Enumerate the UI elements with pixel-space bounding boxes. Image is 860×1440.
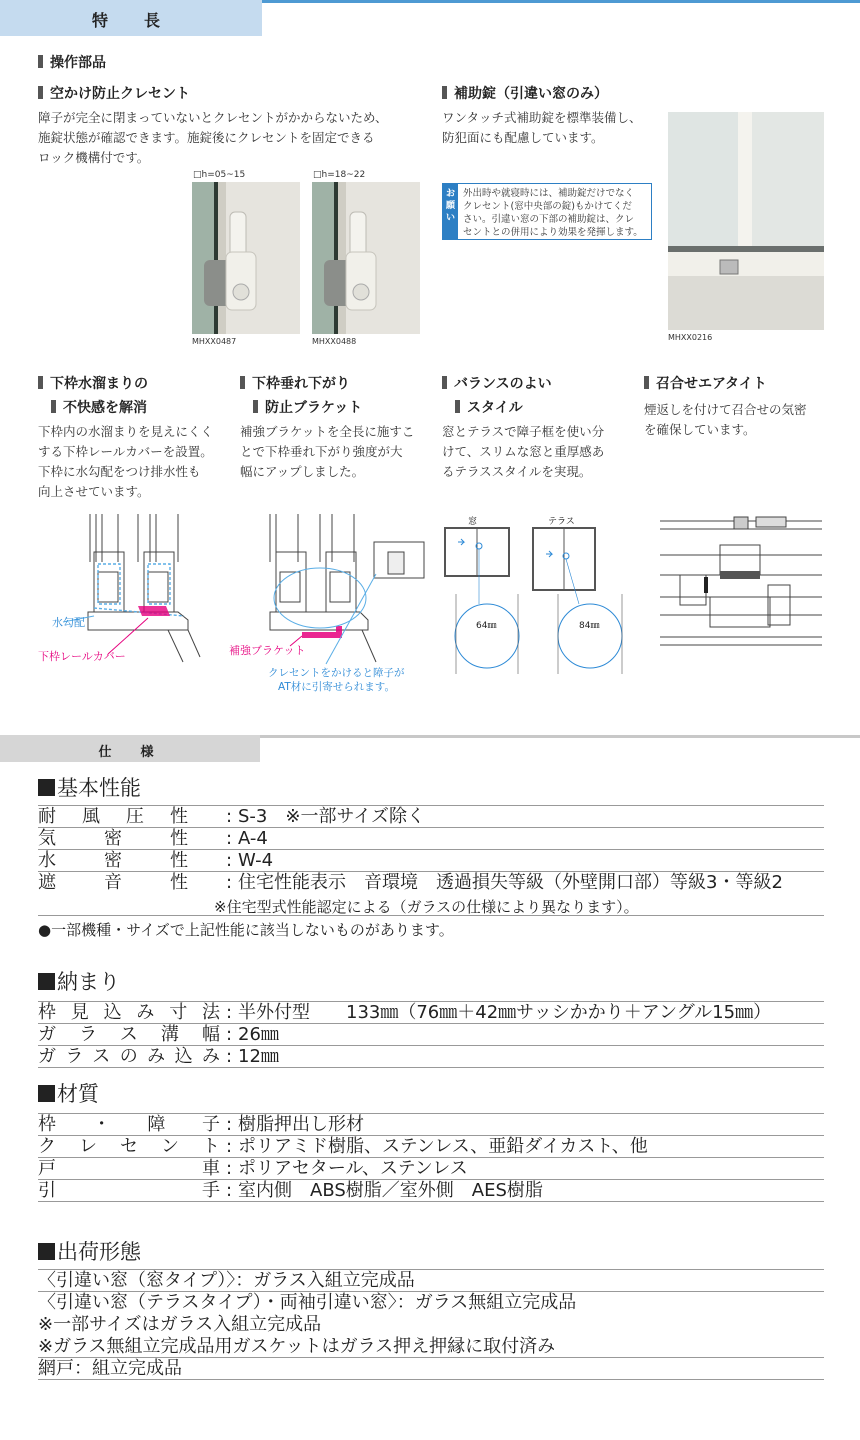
bracket-note: クレセントをかけると障子が AT材に引寄せられます。 [268,667,405,693]
photo1-label: □h=05~15 [193,170,246,180]
material-title: 材質 [38,1078,99,1108]
spec-row: クレセント : ポリアミド樹脂、ステンレス、亜鉛ダイカスト、他 [38,1136,824,1158]
basic-sub-note: ※住宅型式性能認定による（ガラスの仕様により異なります）。 [214,898,639,916]
bracket-diagram [240,512,430,692]
shipping-line: 〈引違い窓（テラスタイプ）・両袖引違い窓〉：ガラス無組立完成品 [38,1292,577,1313]
aux-lock-photo [668,112,824,330]
shipping-line: ※ガラス無組立完成品用ガスケットはガラス押え押縁に取付済み [38,1336,824,1358]
crescent-text: 障子が完全に閉まっていないとクレセントがかからないため、 施錠状態が確認できます。施錠後にクレセントを固定できる ロック機構付です。 [38,110,388,165]
balance-label-terrace: テラス [548,517,575,527]
shipping-line: 網戸：組立完成品 [38,1358,824,1380]
bracket-heading: 下枠垂れ下がり [240,373,350,393]
airtight-heading: 召合せエアタイト [644,373,767,393]
features-title: 特 長 [91,11,170,30]
balance-label-window: 窓 [468,517,478,527]
balance-heading-2: スタイル [442,397,523,417]
bracket-heading-2: 防止ブラケット [240,397,362,417]
aux-lock-text: ワンタッチ式補助錠を標準装備し、 防犯面にも配慮しています。 [442,110,642,145]
spec-header [0,735,860,762]
note-tag: お願い [443,184,458,239]
spec-row: 水密性 : W-4 [38,850,824,872]
water-text: 下枠内の水溜まりを見えにくく する下枠レールカバーを設置。 下枠に水勾配をつけ排水性も 向上させています。 [38,424,214,499]
spec-row: 枠・障子 : 樹脂押出し形材 [38,1114,824,1136]
bracket-text: 補強ブラケットを全長に施すこ とで下枠垂れ下がり強度が大 幅にアップしました。 [240,424,415,479]
crescent-photo-1 [192,182,300,334]
balance-dim-terrace: 84㎜ [579,621,600,631]
crescent-photo-2 [312,182,420,334]
photo2-label: □h=18~22 [313,170,366,180]
shipping-title: 出荷形態 [38,1236,141,1266]
aux-lock-note [442,183,652,240]
basic-footnote: ●一部機種・サイズで上記性能に該当しないものがあります。 [38,921,454,939]
water-heading: 下枠水溜まりの [38,373,148,393]
airtight-text: 煙返しを付けて召合せの気密 を確保しています。 [644,402,807,437]
bracket-label: 補強ブラケット [229,644,306,657]
spec-row: 戸車 : ポリアセタール、ステンレス [38,1158,824,1180]
basic-title: 基本性能 [38,772,141,802]
spec-row: 引手 : 室内側 ABS樹脂／室外側 AES樹脂 [38,1180,824,1202]
spec-title: 仕 様 [98,745,162,760]
note-text: 外出時や就寝時には、補助錠だけでなく クレセント(窓中央部の錠)もかけてくだ さい。引違い窓の下部の補助錠は、クレ セントとの併用により効果を発揮します。 [463,188,643,238]
balance-dim-window: 64㎜ [476,621,497,631]
balance-text: 窓とテラスで障子框を使い分 けて、スリムな窓と重厚感あ るテラススタイルを実現。 [442,424,605,479]
shipping-line: 〈引違い窓（窓タイプ）〉：ガラス入組立完成品 [38,1270,824,1292]
aux-photo-code: MHXX0216 [668,333,713,342]
water-label-cover: 下枠レールカバー [38,650,126,663]
aux-lock-heading: 補助錠（引違い窓のみ） [442,83,608,103]
spec-row: 気密性 : A-4 [38,828,824,850]
fit-title: 納まり [38,966,120,996]
spec-row: 耐風圧性 : S-3 ※一部サイズ除く [38,806,824,828]
operation-heading: 操作部品 [38,52,106,72]
photo2-code: MHXX0488 [312,337,357,346]
crescent-heading: 空かけ防止クレセント [38,83,190,103]
spec-row: ガラスのみ込み : 12㎜ [38,1046,824,1068]
balance-heading: バランスのよい [442,373,552,393]
spec-row: ガラス溝幅 : 26㎜ [38,1024,824,1046]
water-diagram [38,512,228,692]
photo1-code: MHXX0487 [192,337,237,346]
features-header [0,0,860,36]
water-label-slope: 水勾配 [52,616,85,629]
shipping-line: ※一部サイズはガラス入組立完成品 [38,1314,322,1335]
spec-row: 遮音性 : 住宅性能表示 音環境 透過損失等級（外壁開口部）等級3・等級2 [38,872,824,916]
airtight-diagram [660,515,822,660]
balance-diagram [442,524,637,674]
water-heading-2: 不快感を解消 [38,397,147,417]
spec-row: 枠見込み寸法 : 半外付型 133㎜（76㎜＋42㎜サッシかかり＋アングル15㎜） [38,1002,824,1024]
